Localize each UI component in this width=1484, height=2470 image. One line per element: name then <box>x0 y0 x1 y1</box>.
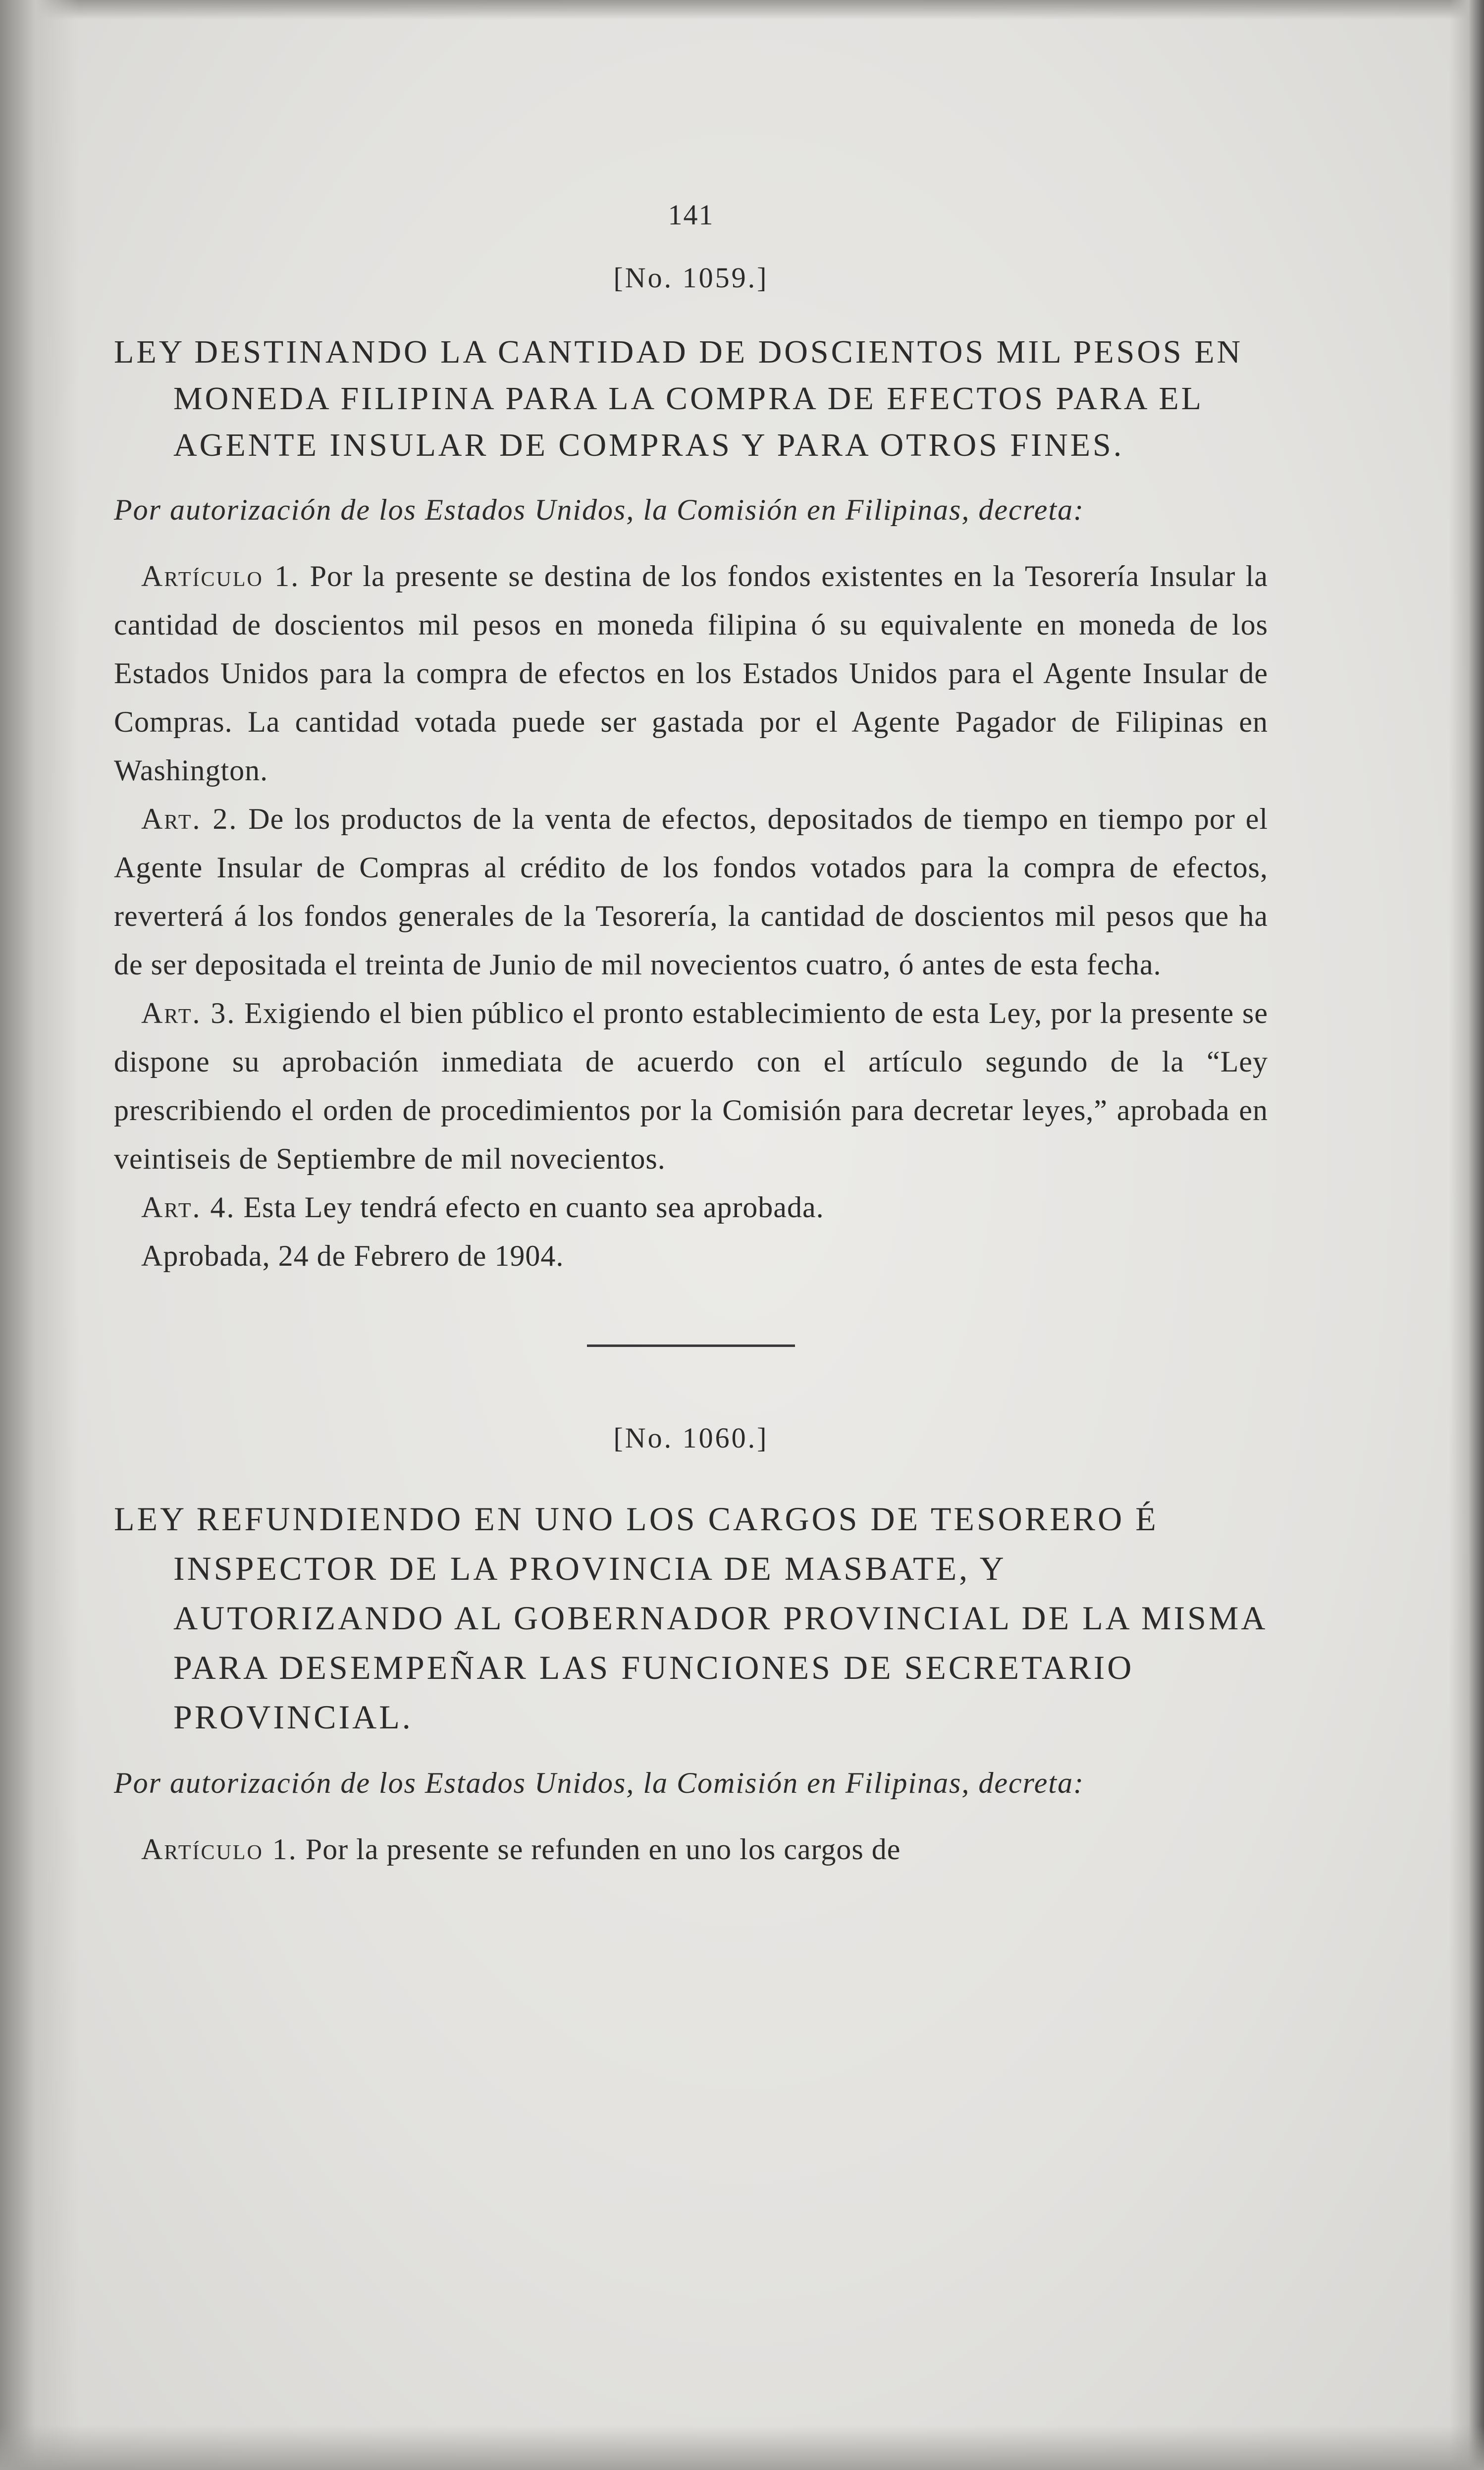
section-divider <box>587 1344 795 1347</box>
act-1059 <box>114 261 1268 1280</box>
act-number: [No. 1060.] <box>613 1422 769 1454</box>
article-label: Art. 3. <box>141 997 236 1029</box>
article-4 <box>114 1183 1268 1232</box>
act-title: LEY DESTINANDO LA CANTIDAD DE DOSCIENTOS MIL PESOS EN MONEDA FILIPINA PARA LA COMPRA DE EFECTOS PARA EL AGENTE INSULAR DE COMPRAS Y PARA OTROS FINES. <box>114 334 1243 463</box>
article-3 <box>114 989 1268 1183</box>
page-number: 141 <box>668 199 714 231</box>
act-number: [No. 1059.] <box>613 262 769 294</box>
article-text: De los productos de la venta de efectos, depositados de tiempo en tiempo por el Agente Insular de Compras al crédito de los fondos votados para la compra de efectos, reverterá á los fondos generales de la Tesorería, la cantidad de doscientos mil pesos que ha de ser depositada el treinta de Junio de mil novecientos cuatro, ó antes de esta fecha. <box>114 803 1269 981</box>
approval-date: Aprobada, 24 de Febrero de 1904. <box>141 1239 564 1272</box>
article-1 <box>114 552 1268 795</box>
page-edge-shadow-top <box>0 0 1484 20</box>
article-label: Art. 4. <box>141 1191 236 1224</box>
enacting-clause: Por autorización de los Estados Unidos, la Comisión en Filipinas, decreta: <box>114 1767 1085 1799</box>
article-label: Artículo 1. <box>141 560 300 592</box>
article-text: Por la presente se refunden en uno los cargos de <box>305 1833 901 1866</box>
act-title: LEY REFUNDIENDO EN UNO LOS CARGOS DE TESORERO É INSPECTOR DE LA PROVINCIA DE MASBATE, Y AUTORIZANDO AL GOBERNADOR PROVINCIAL DE LA MISMA PARA DESEMPEÑAR LAS FUNCIONES DE SECRETARIO PROVINCIAL. <box>114 1500 1266 1736</box>
page-content <box>114 198 1268 1874</box>
act-1060 <box>114 1421 1268 1874</box>
article-text: Por la presente se destina de los fondos existentes en la Tesorería Insular la cantidad de doscientos mil pesos en moneda filipina ó su equivalente en moneda de los Estados Unidos para la compra de efectos en los Estados Unidos para el Agente Insular de Compras. La cantidad votada puede ser gastada por el Agente Pagador de Filipinas en Washington. <box>114 560 1269 787</box>
page-edge-shadow-bottom <box>0 2425 1484 2470</box>
page-edge-shadow-left <box>0 0 79 2470</box>
article-1 <box>114 1825 1268 1874</box>
article-label: Artículo 1. <box>141 1833 298 1866</box>
enacting-clause: Por autorización de los Estados Unidos, la Comisión en Filipinas, decreta: <box>114 493 1085 526</box>
article-text: Exigiendo el bien público el pronto establecimiento de esta Ley, por la presente se dispone su aprobación inmediata de acuerdo con el artículo segundo de la “Ley prescribiendo el orden de procedimientos por la Comisión para decretar leyes,” aprobada en veintiseis de Septiembre de mil novecientos. <box>114 997 1269 1175</box>
page-edge-shadow-right <box>1449 0 1484 2470</box>
article-label: Art. 2. <box>141 803 238 835</box>
article-2 <box>114 795 1268 989</box>
article-text: Esta Ley tendrá efecto en cuanto sea aprobada. <box>243 1191 824 1224</box>
